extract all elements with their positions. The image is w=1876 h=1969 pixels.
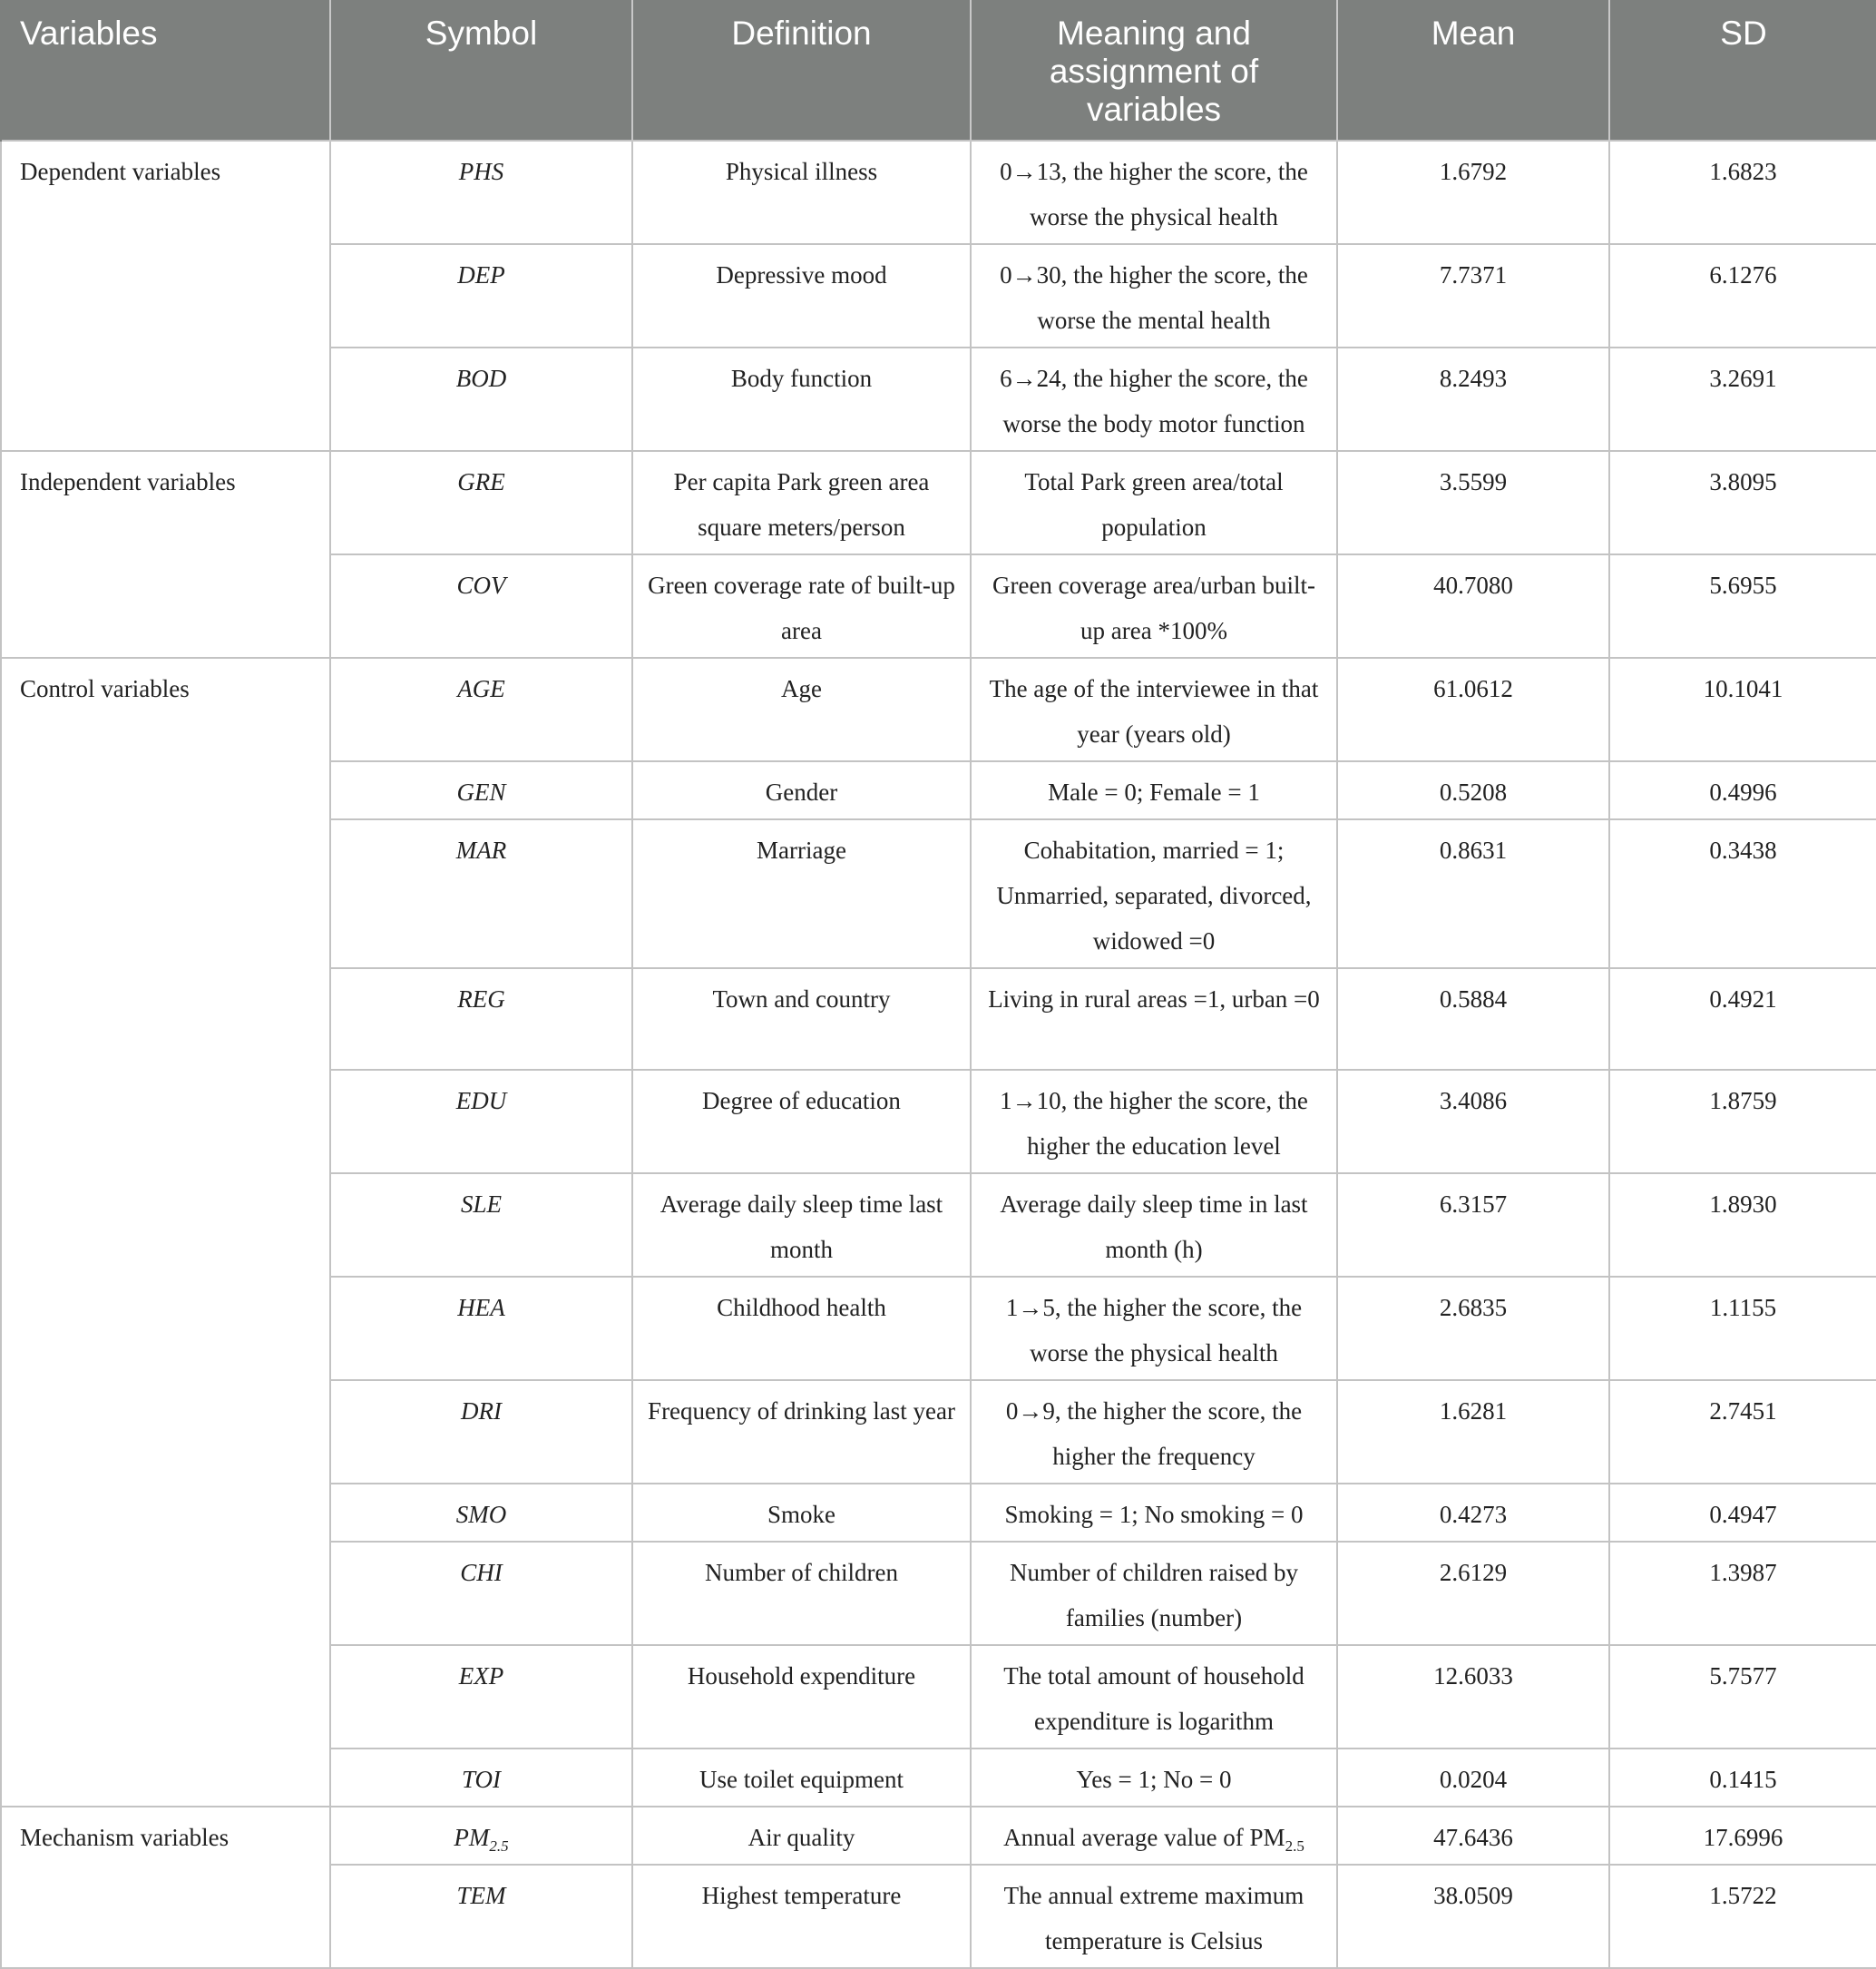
mean-cell: 1.6792 (1337, 141, 1609, 244)
symbol-text: EXP (458, 1662, 504, 1690)
mean-cell: 0.5208 (1337, 761, 1609, 819)
mean-cell: 0.8631 (1337, 819, 1609, 968)
table-row (1, 1807, 1876, 1865)
mean-cell: 0.0204 (1337, 1749, 1609, 1807)
mean-cell: 1.6281 (1337, 1380, 1609, 1484)
meaning-cell (971, 348, 1337, 451)
symbol-text: BOD (455, 365, 507, 392)
symbol-cell (330, 451, 632, 554)
symbol-text: GEN (456, 779, 506, 806)
table-row (1, 141, 1876, 244)
header-mean: Mean (1337, 0, 1609, 141)
symbol-text: DRI (461, 1397, 502, 1425)
header-row (1, 0, 1876, 141)
symbol-text: SLE (460, 1190, 502, 1218)
mean-cell: 61.0612 (1337, 658, 1609, 761)
meaning-cell (971, 1173, 1337, 1277)
meaning-text: Green coverage area/urban built-up area *100% (992, 572, 1316, 644)
mean-cell: 7.7371 (1337, 244, 1609, 348)
meaning-cell (971, 819, 1337, 968)
meaning-text: Cohabitation, married = 1; Unmarried, separated, divorced, widowed =0 (996, 837, 1312, 955)
meaning-text: Smoking = 1; No smoking = 0 (1004, 1501, 1304, 1528)
symbol-cell (330, 554, 632, 658)
sd-cell: 6.1276 (1609, 244, 1876, 348)
definition-cell: Use toilet equipment (632, 1749, 971, 1807)
meaning-text: 1→5, the higher the score, the worse the physical health (1005, 1294, 1303, 1367)
symbol-cell (330, 761, 632, 819)
definition-cell: Age (632, 658, 971, 761)
symbol-text: MAR (455, 837, 507, 864)
definition-cell: Average daily sleep time last month (632, 1173, 971, 1277)
sd-cell: 1.8930 (1609, 1173, 1876, 1277)
meaning-text: The age of the interviewee in that year (years old) (989, 675, 1319, 748)
sd-cell: 0.1415 (1609, 1749, 1876, 1807)
symbol-cell (330, 1070, 632, 1173)
symbol-text: TOI (461, 1766, 502, 1793)
sd-cell: 5.6955 (1609, 554, 1876, 658)
mean-cell: 0.4273 (1337, 1484, 1609, 1542)
sd-cell: 0.4947 (1609, 1484, 1876, 1542)
symbol-text: CHI (460, 1559, 503, 1586)
symbol-text: REG (457, 985, 505, 1013)
definition-cell: Frequency of drinking last year (632, 1380, 971, 1484)
meaning-text: Annual average value of PM (1003, 1824, 1285, 1851)
group-label: Mechanism variables (1, 1807, 330, 1968)
header-variables: Variables (1, 0, 330, 141)
meaning-cell (971, 1542, 1337, 1645)
meaning-subscript: 2.5 (1285, 1837, 1304, 1855)
meaning-text: Average daily sleep time in last month (h) (1000, 1190, 1308, 1263)
definition-cell: Depressive mood (632, 244, 971, 348)
mean-cell: 47.6436 (1337, 1807, 1609, 1865)
meaning-text: 6→24, the higher the score, the worse the body motor function (1000, 365, 1308, 437)
mean-cell: 3.5599 (1337, 451, 1609, 554)
meaning-text: The annual extreme maximum temperature is Celsius (1003, 1882, 1304, 1954)
definition-cell: Marriage (632, 819, 971, 968)
symbol-cell (330, 1277, 632, 1380)
sd-cell: 1.6823 (1609, 141, 1876, 244)
symbol-cell (330, 244, 632, 348)
sd-cell: 2.7451 (1609, 1380, 1876, 1484)
meaning-text: Male = 0; Female = 1 (1048, 779, 1260, 806)
symbol-cell (330, 1173, 632, 1277)
header-definition: Definition (632, 0, 971, 141)
symbol-cell (330, 1807, 632, 1865)
sd-cell: 1.3987 (1609, 1542, 1876, 1645)
sd-cell: 1.5722 (1609, 1865, 1876, 1968)
meaning-text: Total Park green area/total population (1024, 468, 1284, 541)
symbol-cell (330, 1380, 632, 1484)
group-label: Independent variables (1, 451, 330, 658)
mean-cell: 0.5884 (1337, 968, 1609, 1070)
mean-cell: 2.6835 (1337, 1277, 1609, 1380)
symbol-text: COV (456, 572, 506, 599)
meaning-cell (971, 451, 1337, 554)
definition-cell: Physical illness (632, 141, 971, 244)
definition-cell: Air quality (632, 1807, 971, 1865)
group-label: Dependent variables (1, 141, 330, 451)
sd-cell: 0.4921 (1609, 968, 1876, 1070)
group-label: Control variables (1, 658, 330, 1807)
sd-cell: 5.7577 (1609, 1645, 1876, 1749)
symbol-cell (330, 1645, 632, 1749)
symbol-text: EDU (455, 1087, 507, 1114)
meaning-text: 0→13, the higher the score, the worse the physical health (1000, 158, 1308, 230)
meaning-cell (971, 1865, 1337, 1968)
meaning-cell (971, 554, 1337, 658)
sd-cell: 17.6996 (1609, 1807, 1876, 1865)
symbol-cell (330, 819, 632, 968)
symbol-subscript: 2.5 (489, 1837, 509, 1855)
meaning-text: 0→30, the higher the score, the worse the mental health (1000, 261, 1308, 334)
meaning-cell (971, 1749, 1337, 1807)
header-symbol: Symbol (330, 0, 632, 141)
sd-cell: 1.8759 (1609, 1070, 1876, 1173)
meaning-cell (971, 658, 1337, 761)
table-row (1, 658, 1876, 761)
symbol-cell (330, 658, 632, 761)
sd-cell: 3.8095 (1609, 451, 1876, 554)
sd-cell: 10.1041 (1609, 658, 1876, 761)
meaning-cell (971, 1484, 1337, 1542)
definition-cell: Body function (632, 348, 971, 451)
definition-cell: Gender (632, 761, 971, 819)
symbol-cell (330, 1542, 632, 1645)
definition-cell: Number of children (632, 1542, 971, 1645)
mean-cell: 2.6129 (1337, 1542, 1609, 1645)
symbol-cell (330, 1865, 632, 1968)
meaning-cell (971, 1807, 1337, 1865)
meaning-cell (971, 1277, 1337, 1380)
table-body (1, 141, 1876, 1968)
meaning-cell (971, 141, 1337, 244)
symbol-cell (330, 968, 632, 1070)
mean-cell: 8.2493 (1337, 348, 1609, 451)
mean-cell: 40.7080 (1337, 554, 1609, 658)
definition-cell: Smoke (632, 1484, 971, 1542)
definition-cell: Green coverage rate of built-up area (632, 554, 971, 658)
sd-cell: 0.4996 (1609, 761, 1876, 819)
symbol-text: TEM (456, 1882, 506, 1909)
meaning-cell (971, 1070, 1337, 1173)
definition-cell: Per capita Park green area square meters/person (632, 451, 971, 554)
sd-cell: 0.3438 (1609, 819, 1876, 968)
meaning-cell (971, 244, 1337, 348)
meaning-cell (971, 968, 1337, 1070)
table-header (1, 0, 1876, 141)
definition-cell: Town and country (632, 968, 971, 1070)
symbol-cell (330, 1484, 632, 1542)
meaning-text: Living in rural areas =1, urban =0 (988, 985, 1320, 1013)
sd-cell: 1.1155 (1609, 1277, 1876, 1380)
symbol-text: PHS (458, 158, 504, 185)
symbol-cell (330, 141, 632, 244)
header-sd: SD (1609, 0, 1876, 141)
symbol-text: GRE (457, 468, 505, 495)
symbol-text: SMO (455, 1501, 507, 1528)
meaning-text: The total amount of household expenditure is logarithm (1003, 1662, 1304, 1735)
symbol-text: HEA (457, 1294, 505, 1321)
mean-cell: 3.4086 (1337, 1070, 1609, 1173)
mean-cell: 6.3157 (1337, 1173, 1609, 1277)
mean-cell: 38.0509 (1337, 1865, 1609, 1968)
meaning-cell (971, 761, 1337, 819)
definition-cell: Degree of education (632, 1070, 971, 1173)
symbol-text: PM (454, 1824, 490, 1851)
definition-cell: Childhood health (632, 1277, 971, 1380)
table-row (1, 451, 1876, 554)
symbol-cell (330, 348, 632, 451)
meaning-text: Number of children raised by families (number) (1010, 1559, 1298, 1631)
header-meaning: Meaning and assignment of variables (971, 0, 1337, 141)
definition-cell: Highest temperature (632, 1865, 971, 1968)
meaning-text: Yes = 1; No = 0 (1076, 1766, 1232, 1793)
meaning-text: 0→9, the higher the score, the higher the frequency (1005, 1397, 1303, 1470)
meaning-text: 1→10, the higher the score, the higher the education level (1000, 1087, 1308, 1160)
symbol-cell (330, 1749, 632, 1807)
meaning-cell (971, 1645, 1337, 1749)
symbol-text: AGE (457, 675, 505, 702)
sd-cell: 3.2691 (1609, 348, 1876, 451)
meaning-cell (971, 1380, 1337, 1484)
mean-cell: 12.6033 (1337, 1645, 1609, 1749)
definition-cell: Household expenditure (632, 1645, 971, 1749)
symbol-text: DEP (457, 261, 505, 289)
